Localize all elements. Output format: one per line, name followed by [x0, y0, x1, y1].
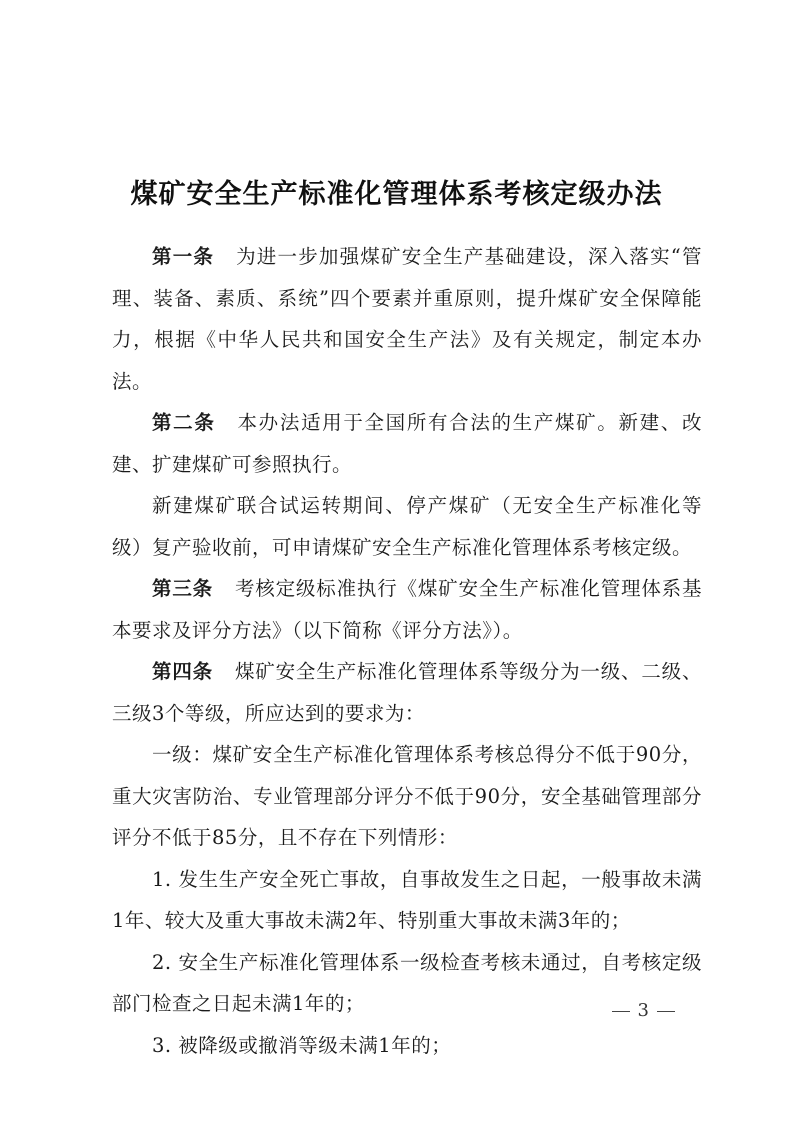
paragraph-item-3 — [112, 1025, 702, 1067]
article-label: 第一条 — [152, 245, 215, 268]
paragraph-article-4 — [112, 651, 702, 734]
article-label: 第四条 — [152, 660, 213, 683]
paragraph-article-3 — [112, 568, 702, 651]
dash-right — [657, 1011, 675, 1012]
dash-left — [612, 1011, 630, 1012]
article-label: 第三条 — [152, 577, 213, 600]
paragraph-item-1 — [112, 859, 702, 942]
document-title: 煤矿安全生产标准化管理体系考核定级办法 — [130, 179, 663, 210]
paragraph-text: 一级：煤矿安全生产标准化管理体系考核总得分不低于90分，重大灾害防治、专业管理部分评分不低于90分，安全基础管理部分评分不低于85分，且不存在下列情形： — [112, 743, 702, 849]
paragraph-text: 为进一步加强煤矿安全生产基础建设，深入落实“管理、装备、素质、系统”四个要素并重原则，提升煤矿安全保障能力，根据《中华人民共和国安全生产法》及有关规定，制定本办法。 — [112, 245, 702, 393]
paragraph-article-1 — [112, 236, 702, 402]
page-number-value: 3 — [637, 1000, 649, 1021]
paragraph-text: 考核定级标准执行《煤矿安全生产标准化管理体系基本要求及评分方法》（以下简称《评分方法》）。 — [112, 577, 702, 642]
page-number — [0, 1000, 793, 1021]
paragraph-text: 2. 安全生产标准化管理体系一级检查考核未通过，自考核定级部门检查之日起未满1年的； — [112, 950, 702, 1015]
paragraph-text: 3. 被降级或撤消等级未满1年的； — [152, 1033, 452, 1057]
paragraph-text: 1. 发生生产安全死亡事故，自事故发生之日起，一般事故未满1年、较大及重大事故未满2年、特别重大事故未满3年的； — [112, 867, 702, 932]
paragraph-text: 本办法适用于全国所有合法的生产煤矿。新建、改建、扩建煤矿可参照执行。 — [112, 411, 702, 476]
paragraph-article-2-cont — [112, 485, 702, 568]
paragraph-level-1 — [112, 734, 702, 859]
document-body — [112, 236, 702, 1066]
paragraph-article-2 — [112, 402, 702, 485]
paragraph-text: 煤矿安全生产标准化管理体系等级分为一级、二级、三级3个等级，所应达到的要求为： — [112, 660, 702, 725]
paragraph-text: 新建煤矿联合试运转期间、停产煤矿（无安全生产标准化等级）复产验收前，可申请煤矿安全生产标准化管理体系考核定级。 — [112, 494, 702, 559]
article-label: 第二条 — [152, 411, 216, 434]
